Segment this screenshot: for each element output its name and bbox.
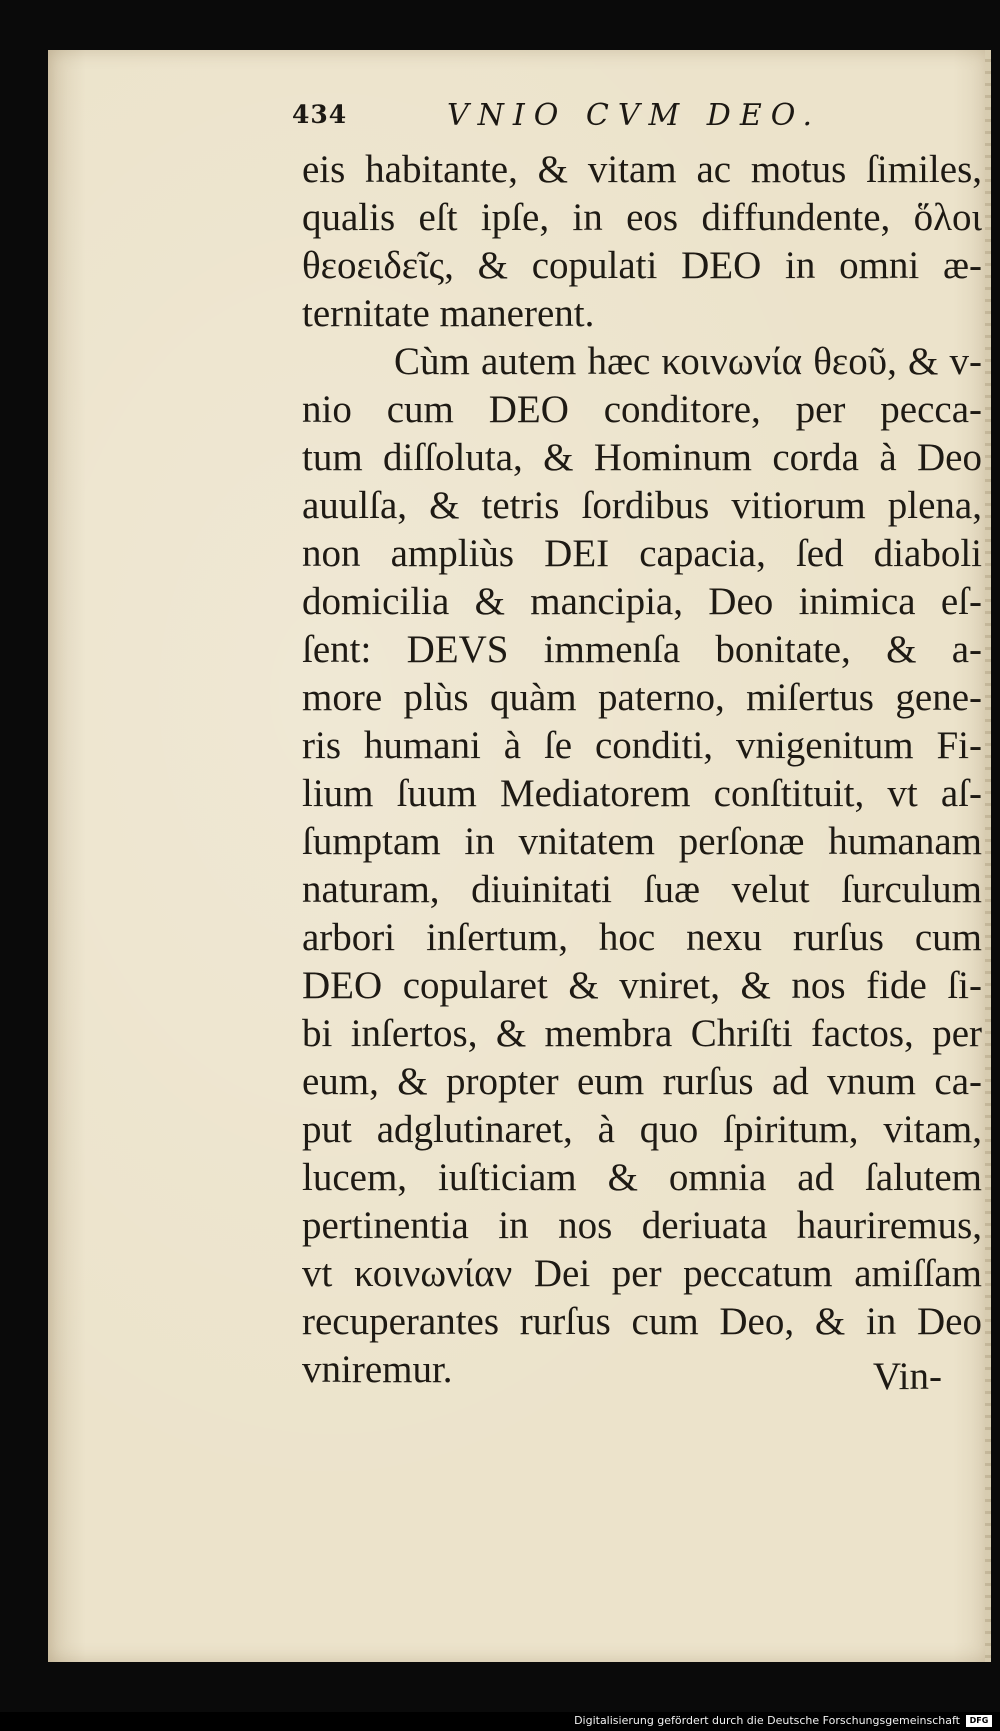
text-line: more plùs quàm paterno, miſertus gene- <box>302 676 982 719</box>
text-line: eum, & propter eum rurſus ad vnum ca- <box>302 1060 982 1103</box>
text-line: tum diſſoluta, & Hominum corda à Deo <box>302 436 982 479</box>
text-line: θεοειδεῖς, & copulati DEO in omni æ- <box>302 244 982 287</box>
page-edge <box>985 50 991 1662</box>
text-line: non ampliùs DEI capacia, ſed diaboli <box>302 532 982 575</box>
body-text <box>302 146 982 1394</box>
text-line: eis habitante, & vitam ac motus ſimiles, <box>302 148 982 191</box>
text-line: ſent: DEVS immenſa bonitate, & a- <box>302 628 982 671</box>
catchword: Vin- <box>872 1355 942 1398</box>
text-line: lucem, iuſticiam & omnia ad ſalutem <box>302 1156 982 1199</box>
text-line: nio cum DEO conditore, per pecca- <box>302 388 982 431</box>
text-line: ternitate manerent. <box>302 292 595 335</box>
text-line: vt κοινωνίαν Dei per peccatum amiſſam <box>302 1252 982 1295</box>
page-number: 434 <box>292 100 348 129</box>
text-line: domicilia & mancipia, Deo inimica eſ- <box>302 580 982 623</box>
text-line: auulſa, & tetris ſordibus vitiorum plena, <box>302 484 982 527</box>
text-line: lium ſuum Mediatorem conſtituit, vt aſ- <box>302 772 982 815</box>
footer-credit: Digitalisierung gefördert durch die Deutsche Forschungsgemeinschaft <box>574 1714 960 1727</box>
text-line: bi inſertos, & membra Chriſti factos, per <box>302 1012 982 1055</box>
text-line: recuperantes rurſus cum Deo, & in Deo <box>302 1300 982 1343</box>
text-line: ſumptam in vnitatem perſonæ humanam <box>302 820 982 863</box>
dfg-logo: DFG <box>966 1715 992 1727</box>
text-line: DEO copularet & vniret, & nos fide ſi- <box>302 964 982 1007</box>
text-line: arbori inſertum, hoc nexu rurſus cum <box>302 916 982 959</box>
text-line: pertinentia in nos deriuata hauriremus, <box>302 1204 982 1247</box>
text-line: put adglutinaret, à quo ſpiritum, vitam, <box>302 1108 982 1151</box>
text-line: vniremur. <box>302 1348 453 1391</box>
text-line: qualis eſt ipſe, in eos diffundente, ὅλοι <box>302 196 982 239</box>
digitization-footer <box>0 1712 1000 1731</box>
text-line: naturam, diuinitati ſuæ velut ſurculum <box>302 868 982 911</box>
running-head-title: VNIO CVM DEO. <box>447 98 822 133</box>
paragraph-start-line: Cùm autem hæc κοινωνία θεοῦ, & v- <box>394 340 982 383</box>
running-head <box>292 98 942 138</box>
text-line: ris humani à ſe conditi, vnigenitum Fi- <box>302 724 982 767</box>
